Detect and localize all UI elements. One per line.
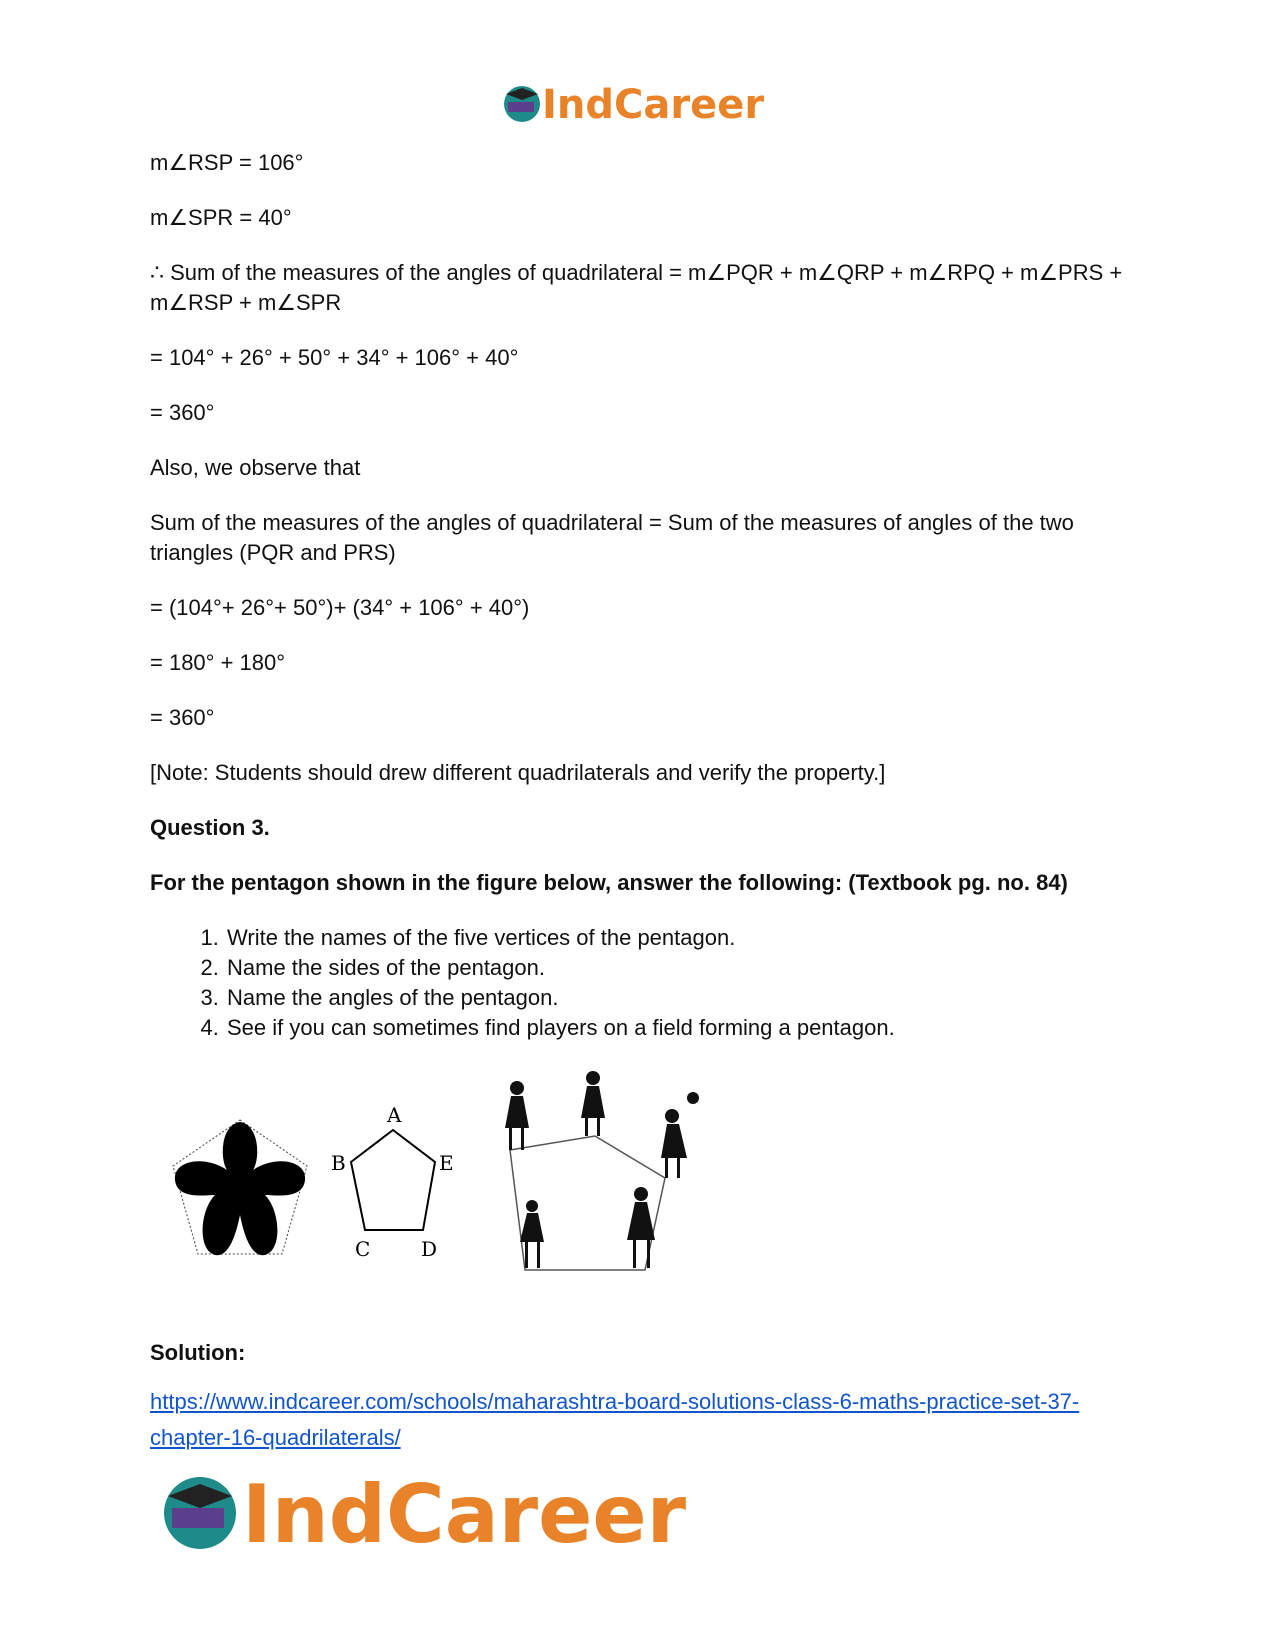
vertex-label-b: B <box>331 1151 346 1175</box>
vertex-label-a: A <box>387 1103 402 1127</box>
solution-label: Solution: <box>150 1340 246 1365</box>
flower-pentagon-figure <box>173 1120 307 1255</box>
line-observe: Also, we observe that <box>150 455 361 480</box>
line-result-1: = 360° <box>150 400 215 425</box>
indcareer-logo-top <box>500 80 780 128</box>
solution-link[interactable]: https://www.indcareer.com/schools/maharashtra-board-solutions-class-6-maths-practice-set-37-chapter-16-quadrilaterals/ <box>150 1389 1080 1450</box>
list-item: 2. Name the sides of the pentagon. <box>225 953 1130 983</box>
line-180: = 180° + 180° <box>150 650 286 675</box>
line-sum-angles: ∴ Sum of the measures of the angles of quadrilateral = m∠PQR + m∠QRP + m∠RPQ + m∠PRS + m∠RSP + m∠SPR <box>150 260 1123 315</box>
line-rsp: m∠RSP = 106° <box>150 150 304 175</box>
line-sum-values: = 104° + 26° + 50° + 34° + 106° + 40° <box>150 345 519 370</box>
logo-text: IndCareer <box>242 1468 687 1558</box>
list-item: 4. See if you can sometimes find players on a field forming a pentagon. <box>225 1013 1130 1043</box>
list-item: 3. Name the angles of the pentagon. <box>225 983 1130 1013</box>
vertex-label-c: C <box>355 1237 371 1261</box>
question-title: Question 3. <box>150 815 270 840</box>
vertex-label-e: E <box>439 1151 454 1175</box>
note: [Note: Students should drew different quadrilaterals and verify the property.] <box>150 760 886 785</box>
vertex-label-d: D <box>421 1237 438 1261</box>
document-body <box>150 148 1130 1043</box>
labeled-pentagon-figure <box>331 1103 454 1261</box>
pentagon-figures <box>165 1070 765 1290</box>
question-prompt: For the pentagon shown in the figure below, answer the following: (Textbook pg. no. 84) <box>150 870 1068 895</box>
list-item: 1. Write the names of the five vertices of the pentagon. <box>225 923 1130 953</box>
line-spr: m∠SPR = 40° <box>150 205 292 230</box>
logo-text: IndCareer <box>542 82 765 128</box>
players-pentagon-figure <box>505 1071 699 1270</box>
indcareer-logo-bottom <box>160 1468 700 1558</box>
line-grouped: = (104°+ 26°+ 50°)+ (34° + 106° + 40°) <box>150 595 530 620</box>
question-list <box>150 923 1130 1043</box>
line-triangles: Sum of the measures of the angles of quadrilateral = Sum of the measures of angles of the two triangles (PQR and PRS) <box>150 510 1074 565</box>
line-result-2: = 360° <box>150 705 215 730</box>
